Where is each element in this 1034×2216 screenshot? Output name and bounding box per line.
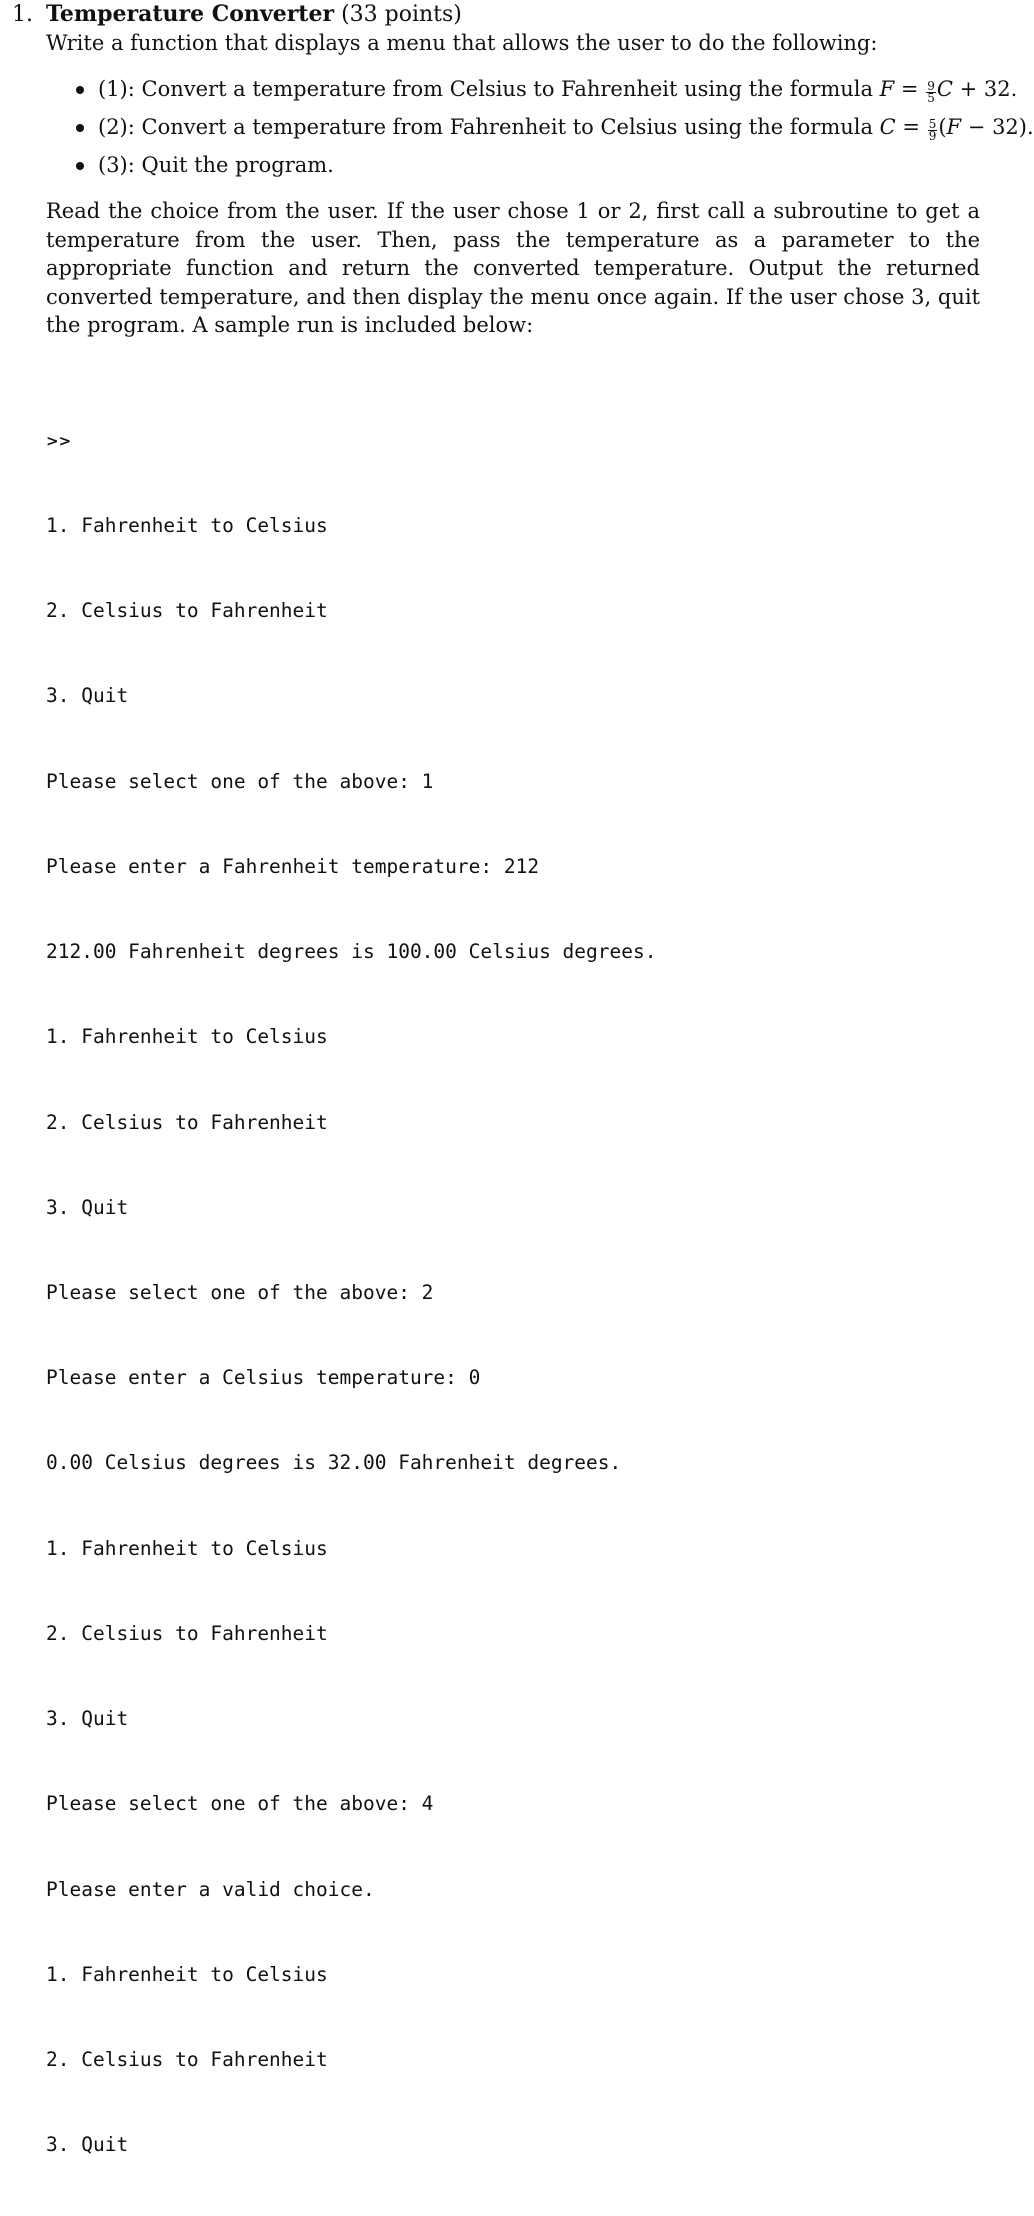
formula-lhs: C [879, 115, 896, 139]
terminal-line: 0.00 Celsius degrees is 32.00 Fahrenheit degrees. [46, 1451, 622, 1475]
formula-variable: C [936, 77, 953, 101]
requirements-list [46, 74, 1034, 188]
requirement-item-3 [46, 150, 996, 188]
terminal-line: Please enter a Fahrenheit temperature: 212 [46, 854, 540, 878]
problem-title: Temperature Converter [46, 1, 335, 27]
formula-equals: = [894, 77, 926, 101]
fraction-denominator: 5 [927, 91, 935, 105]
terminal-line: Please select one of the above: 1 [46, 769, 434, 793]
problem-points: (33 points) [341, 2, 462, 27]
terminal-line: 2. Celsius to Fahrenheit [46, 1621, 328, 1645]
requirement-text: (1): Convert a temperature from Celsius to Fahrenheit using the formula [98, 77, 880, 101]
formula-rest: − 32). [961, 115, 1034, 139]
terminal-line: 1. Fahrenheit to Celsius [46, 1536, 328, 1560]
formula-fraction [928, 119, 938, 142]
formula-fraction [926, 81, 936, 104]
bullet-icon [76, 162, 84, 170]
terminal-line: Please enter a valid choice. [46, 1877, 375, 1901]
terminal-line: Please select one of the above: 4 [46, 1792, 434, 1816]
bullet-icon [76, 86, 84, 94]
bullet-icon [76, 124, 84, 132]
sample-run-output [46, 370, 656, 2216]
requirement-text: (3): Quit the program. [98, 153, 334, 177]
terminal-prompt: >> [46, 431, 72, 450]
formula-variable: F [946, 115, 962, 139]
terminal-line: 3. Quit [46, 2133, 129, 2157]
formula-lhs: F [879, 77, 895, 101]
terminal-line: 1. Fahrenheit to Celsius [46, 1962, 328, 1986]
terminal-line: Please enter a Celsius temperature: 0 [46, 1366, 481, 1390]
terminal-line: 3. Quit [46, 1195, 129, 1219]
terminal-line: 2. Celsius to Fahrenheit [46, 1110, 328, 1134]
terminal-line: 1. Fahrenheit to Celsius [46, 1025, 328, 1049]
terminal-line: 1. Fahrenheit to Celsius [46, 514, 328, 538]
formula-rest: + 32. [952, 77, 1018, 101]
terminal-line: Please select one of the above: 2 [46, 1281, 434, 1304]
formula-open-paren: ( [938, 115, 947, 139]
terminal-line: 3. Quit [46, 684, 129, 708]
problem-number: 1. [12, 2, 33, 27]
requirement-item-2 [46, 112, 1034, 150]
fraction-numerator: 5 [928, 117, 937, 131]
requirement-item-1 [46, 74, 1018, 112]
problem-heading [12, 0, 462, 29]
fraction-numerator: 9 [927, 79, 935, 93]
terminal-line: 212.00 Fahrenheit degrees is 100.00 Celsius degrees. [46, 940, 657, 964]
requirement-text: (2): Convert a temperature from Fahrenheit to Celsius using the formula [98, 115, 880, 139]
problem-intro: Write a function that displays a menu that allows the user to do the following: [46, 31, 878, 55]
terminal-line: 3. Quit [46, 1707, 129, 1731]
terminal-line: 2. Celsius to Fahrenheit [46, 2047, 328, 2071]
fraction-denominator: 9 [928, 129, 937, 143]
terminal-line: 2. Celsius to Fahrenheit [46, 599, 328, 623]
formula-equals: = [895, 115, 927, 139]
instructions-paragraph: Read the choice from the user. If the user chose 1 or 2, first call a subroutine to get a temperature from the user. Then, pass the temperature as a parameter to the appropriate function and return the converted temperature. Output the returned converted temperature, and then display the menu once again. If the user chose 3, quit the program. A sample run is included below: [46, 199, 980, 338]
